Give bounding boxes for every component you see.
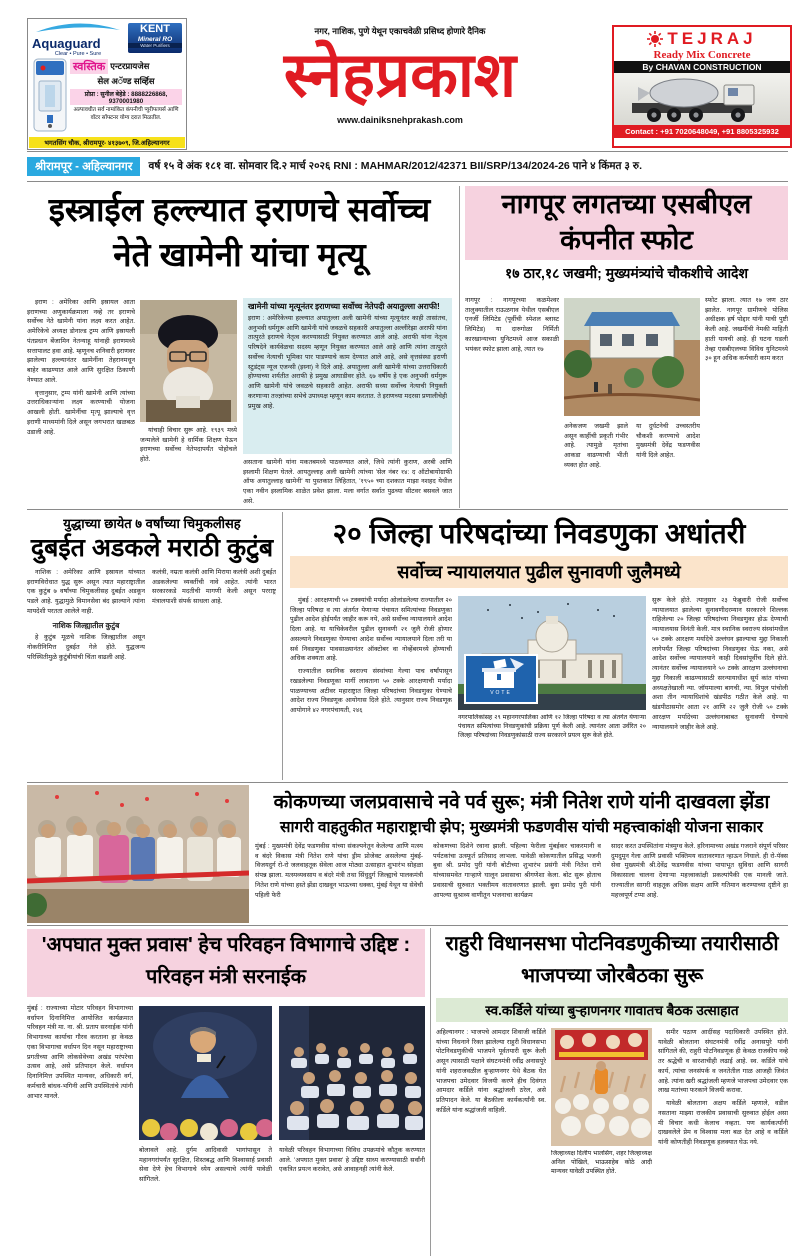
- dubai-kicker: युद्धाच्या छायेत ७ वर्षांच्या चिमुकलीसह: [63, 516, 241, 531]
- swastik-service: सेल अॅण्ड सर्व्हिस: [97, 76, 155, 86]
- rahuri-col3: [658, 1028, 788, 1256]
- masthead-tagline: नगर, नाशिक, पुणे येथून एकाचवेळी प्रसिध्द होणारे दैनिक: [314, 26, 486, 36]
- zp-subhead: सर्वोच्च न्यायालयात पुढील सुनावणी जुलैमध्ये: [290, 556, 788, 588]
- zp-col1: [290, 596, 452, 782]
- konkan-headline: कोकणच्या जलप्रवासाचे नवे पर्व सुरू; मंत्री नितेश राणे यांनी दाखवला झेंडा: [273, 792, 770, 813]
- divider: [27, 181, 788, 182]
- swastik-note: अल्पावधीत सर्व नामांकित कंपनीची प्युरीफायर्स आणि वॉटर सॉफ्टनर योग्य दरात मिळतील.: [73, 107, 179, 121]
- divider: [27, 925, 788, 926]
- water-purifier-image: [33, 57, 67, 133]
- swastik-name: स्वस्तिक: [70, 59, 108, 74]
- swastik-phone: प्रोप्रा : सुनील बेहेडे : 8888226868, 9370001980: [70, 89, 182, 105]
- aquaguard-brand: Aquaguard: [32, 36, 101, 51]
- photo-sbl-blast-site: [564, 298, 700, 416]
- konkan-col2: कोकणच्या दिशेने रवाना झाली. पहिल्या फेरीला मुंबईकर चाकरमानी व पर्यटकांचा उत्स्फूर्त प्रतिसाद लाभला. यावेळी कोकणातील प्रसिद्ध भजनी बुवा श्री. प्रमोद पुरी यांनी बोटीच्या शुभारंभ प्रसंगी मंत्री नितेश राणे यांच्यासमवेत गाऱ्हाणे घालून प्रवासाचा श्रीगणेशा केला. बोट सुरू होताच प्रवासाची सुरुवात भक्तीमय वातावरणात झाली. बुवा प्रमोद पुरी यांनी आपल्या सुश्राव्य वाणीतून भजनाचा कार्यक्रम: [433, 843, 601, 899]
- konkan-subhead: सागरी वाहतुकीत महाराष्ट्राची झेप; मुख्यमंत्री फडणवीस यांची महत्त्वाकांक्षी योजना साकार: [280, 819, 763, 836]
- konkan-col1: मुंबई : मुख्यमंत्री देवेंद्र फडणवीस यांच्या संकल्पनेतून केलेल्या आणि मत्स्य व बंदरे विकास मंत्री नितेश राणे यांचा ड्रीम प्रोजेक्ट असलेल्या मुंबई-विजयदुर्ग रो-रो जलवाहतूक सेवेला आज मोठ्या उत्साहात शुभारंभ सोहळा संपन्न झाला. मत्स्यव्यवसाय व बंदरे मंत्री तथा सिंधुदुर्ग जिल्ह्याचे पालकमंत्री नितेश राणे यांच्या हस्ते झेंडा दाखवून भाऊच्या धक्का, मुंबई येथून या सेवेची पहिली फेरी: [255, 843, 423, 899]
- iran-headline: इस्त्राईल हल्ल्यात इराणचे सर्वोच्च नेते खामेनी यांचा मृत्यू: [48, 191, 431, 273]
- dubai-crosshead: नाशिक जिल्ह्यातील कुटुंब: [52, 620, 120, 630]
- ad-aquaguard-text: [70, 59, 182, 122]
- iran-col1-para2: वृत्तानुसार, ट्रम्प यांनी खामेनी आणि त्यांच्या उत्तराधिकाऱ्यांना लक्ष्य करण्याची योजना आखली होती. खामेनींचा मृत्यू झाल्याचे वृत्त इराणी माध्यमांनी दिले असून जगभरात खळबळ उडाली आहे.: [27, 389, 135, 436]
- zp-col1-para1: मुंबई : आरक्षणाची ५० टक्क्यांची मर्यादा ओलांडलेल्या राज्यातील २० जिल्हा परिषदा व त्या अंतर्गत येणाऱ्या पंचायत समित्यांच्या निवडणुका पुढील आदेश होईपर्यंत जाहीर करू नये, असे सर्वोच्च न्यायालयाने आदेश दिला आहे. या याचिकेवरील पुढील सुनावणी २१ जुलै रोजी होणार असल्याने निवडणुका घेण्याचा आदेश सर्वोच्च न्यायालयाने दिला तरी या सर्व निवडणुका पावसाळ्यानंतर ऑक्टोबर वा नोव्हेंबरमध्ये होण्याची अधिक शक्यता आहे.: [290, 597, 452, 663]
- dubai-headline: दुबईत अडकले मराठी कुटुंब: [30, 534, 274, 562]
- tejraj-line1: Ready Mix Concrete: [653, 49, 751, 61]
- sbl-col1: नागपूर : नागपूरच्या कळमेश्वर तालुक्यातील राऊळगाव येथील एसबीएल एनर्जी लिमिटेड (पूर्वीची स्पेशल ब्लास्ट लिमिटेड) या दारुगोळा निर्मिती कारखान्याच्या युनिटमध्ये आज सकाळी भयंकर स्फोट झाला आहे, त्यात १७: [465, 297, 559, 353]
- sun-icon: [647, 31, 663, 47]
- rahuri-subhead: स्व.कर्डिले यांच्या बुऱ्हाणनगर गावातच बैठक उत्साहात: [436, 998, 788, 1022]
- aquaguard-logo: [32, 22, 124, 57]
- kent-brand: KENT: [140, 23, 170, 35]
- sarnaik-under-col1: बोलावले आहे. दुर्गम आदिवासी भागांपासून ते महानगरांपर्यंत सुरक्षित, शिस्तबद्ध आणि विश्वासार्ह प्रवासी सेवा देणे हेच विभागाचे ध्येय असल्याचे त्यांनी यावेळी सांगितले.: [139, 1147, 272, 1184]
- dubai-col1-para1: नाशिक : अमेरिका आणि इस्रायल यांच्यात इराणविरोधात युद्ध सुरू असून त्यात महाराष्ट्रातील एक कुटुंब ७ वर्षांच्या चिमुकलीसह दुबईत अडकून पडले आहे. युद्धामुळे विमानसेवा बंद झाल्याने त्यांना मायदेशी परतता आलेले नाही.: [27, 569, 145, 615]
- divider: [27, 782, 788, 783]
- tejraj-brand: TEJRAJ: [667, 29, 757, 48]
- rahuri-col3-para1: समीर पठाण आदींसह पदाधिकारी उपस्थित होते. यावेळी बोलताना संघटनमंत्री रवींद्र अनासपुरे यांनी सांगितले की, राहुरी पोटनिवडणूक ही केवळ राजकीय नव्हे तर श्रद्धेची व वारशाचीही लढाई आहे. स्व. कर्डिले यांचे कार्य, त्यांचा जनसंपर्क व जनतेतील गाळ आजही जिवंत आहे. त्यांना खरी श्रद्धांजली म्हणजे भाजपचा उमेदवार एक लाख मतांच्या फरकाने विजयी करावा.: [658, 1029, 788, 1095]
- masthead: [195, 26, 605, 125]
- tejraj-contact: Contact : +91 7020648049, +91 8805325932: [614, 125, 790, 138]
- sarnaik-col1: मुंबई : राज्याच्या मोटार परिवहन विभागाच्या वर्धापन दिनानिमित्त आयोजित कार्यक्रमात परिवहन मंत्री मा. ना. श्री. प्रताप सरनाईक यांनी विभागाच्या कार्याचा गौरव करताना हा केवळ एका विभागाचा वर्धापन दिन नसून महाराष्ट्राच्या प्रगतीच्या आणि लोकसेवेच्या अखंड परंपरेचा उत्सव आहे, असे प्रतिपादन केले. वर्धापन दिनानिमित्त उपस्थित मान्यवर, अधिकारी वर्ग, कर्मचारी बांधव-भगिनी आणि उपस्थितांचे त्यांनी आभार मानले.: [27, 1005, 133, 1100]
- photo-bjp-meeting-crowd: [551, 1028, 652, 1146]
- masthead-title: स्नेहप्रकाश: [283, 41, 517, 110]
- issue-line: वर्ष १५ वे अंक १८१ वा. सोमवार दि.२ मार्च २०२६ RNI : MAHMAR/2012/42371 BII/SRP/134/2024-26 पाने ४ किंमत ३ रु.: [148, 160, 643, 172]
- aquaguard-tagline: Clear • Pure • Sure: [54, 51, 102, 57]
- dateline-row: [27, 154, 788, 178]
- dubai-col1-para2: हे कुटुंब मूळचे नाशिक जिल्ह्यातील असून नोकरीनिमित्त दुबईत गेले होते. युद्धजन्य परिस्थितीमुळे कुटुंबीयांची चिंता वाढली आहे.: [27, 634, 145, 661]
- photo-ferry-flagoff: [27, 785, 249, 923]
- zp-headline: २० जिल्हा परिषदांच्या निवडणुका अधांतरी: [332, 518, 746, 549]
- iran-box-title: खामेनी यांच्या मृत्यूनंतर इराणच्या सर्वोच्च नेतेपदी अयातुल्ला अराफी!: [248, 302, 440, 311]
- konkan-col3: सादर करत उपस्थितांना मंत्रमुग्ध केले. हरिनामाच्या अखंड गजराने संपूर्ण परिसर दुमदुमून गेला आणि प्रवासी भक्तिमय वातावरणात न्हाऊन निघाले. ही रो-पॅक्स सेवा मुख्यमंत्री श्री.देवेंद्र फडणवीस यांच्या पायाभूत सुविधा आणि सागरी विकासाला चालना देणाऱ्या महत्त्वाकांक्षी प्रकल्पांपैकी एक मानली जाते. राज्यातील सागरी वाहतूक अधिक सक्षम आणि गतिमान करण्याच्या दृष्टीने हा महत्त्वपूर्ण टप्पा आहे.: [611, 843, 788, 899]
- sbl-mid-col1: अनेकजण जखमी झाले असून काहींची प्रकृती गंभीर आहे. त्यामुळे मृतांचा आकडा वाढण्याची भीती व्यक्त होत आहे.: [564, 423, 628, 469]
- edition-badge: श्रीरामपूर - अहिल्यानगर: [27, 157, 140, 176]
- ad-tejraj: [612, 25, 792, 148]
- kent-sub: Mineral RO: [137, 36, 173, 43]
- zp-col1-para2: राज्यातील स्थानिक स्वराज्य संस्थांच्या गेल्या पाच वर्षांपासून रखडलेल्या निवडणूका मार्गी लावताना ५० टक्के आरक्षणाची मर्यादा पाळण्याच्या अटीवर महाराष्ट्रात जिल्हा परिषदांच्या निवडणुका घेण्याचे आदेश राज्य निवडणूक आयोगास दिले होते. त्यानुसार राज्य निवडणूक आयोगाने ४२ नगरपंचायती, २४६: [290, 668, 452, 715]
- dubai-col1: [27, 568, 145, 778]
- divider: [282, 512, 283, 780]
- swastik-name2: एन्टरप्रायजेस: [110, 61, 150, 71]
- sbl-headline: नागपूर लगतच्या एसबीएल कंपनीत स्फोट: [465, 186, 788, 260]
- photo-audience-hall: [279, 1006, 425, 1140]
- aquaguard-swoosh-icon: [32, 22, 122, 36]
- kent-sub2: Water Purifiers: [128, 43, 182, 48]
- divider: [459, 186, 460, 508]
- iran-box-body: इराण : अमेरिकेच्या हल्ल्यात अयातुल्ला अली खामेनी यांच्या मृत्यूनंतर काही तासांतच, अनुभवी धर्मगुरू आणि खामेनी यांचे जवळचे सहकारी अयातुल्ला अल्लीरेझा अराफी यांना तात्पुरते इराणचे नेतृत्व करण्यासाठी नियुक्त करण्यात आले आहे. अराफी यांना नेतृत्व परिषदेने कार्यवेळचा सदस्य म्हणून नियुक्त करण्यात आले आहे आणि त्यांना तात्पुरते सर्वोच्च नेत्याची भूमिका पार पाडण्याचे काम देण्यात आले आहे, असे वृत्तसंस्था इराणी स्टुडंट्स न्यूज एजन्सी (इस्ना) ने दिले आहे. अयातुल्ला अली खामेनी यांच्या उत्तराधिकारी होण्याच्या शर्यतीत अराफी हे प्रमुख आघाडीवर होते. ६७ वर्षीय हे एक अनुभवी धर्मगुरू आणि खामेनी यांचे जवळचे सहकारी आहेत. अराफी सध्या सर्वोच्च नेत्याची नियुक्ती करणाऱ्या तज्ज्ञांच्या सभेचे उपाध्यक्ष म्हणून काम करतात. ते इराणच्या मदरसा प्रणालीचेही प्रमुख आहे.: [248, 315, 447, 410]
- dubai-col2: कलंत्री, नम्रता कलंत्री आणि मिराया कलंत्री अशी दुबईत अडकलेल्या व्यक्तींची नावे आहेत. त्यांनी भारत सरकारकडे मदतीची मागणी केली असून परराष्ट्र मंत्रालयाशी संपर्क साधला आहे.: [152, 569, 276, 606]
- divider: [27, 151, 788, 152]
- iran-col2-para: यांचाही विचार सुरू आहे. १९३९ मध्ये जन्मलेले खामेनी हे धार्मिक शिक्षण घेऊन इराणच्या सर्वोच्च नेतेपदापर्यंत पोहोचले होते.: [140, 427, 237, 464]
- zp-col3: सुरू केले होते. त्यानुसार २३ फेब्रुवारी रोजी सर्वोच्च न्यायालयात झालेल्या सुनावणीदरम्यान सरकारने शिल्लक राहिलेल्या २० जिल्हा परिषदांच्या निवडणुका होऊ देण्याची न्यायालयास विनंती केली. मात्र स्थानिक स्वराज्य संस्थांमधील ५० टक्के आरक्षण मर्यादेचे उल्लंघन झाल्याचा मुद्दा निकाली लागेपर्यंत जिल्हा परिषदांच्या निवडणुका घेऊ नका, असे आदेश सर्वोच्च न्यायालयाने काही दिवसांपूर्वीच दिले होते. त्यानंतर सर्वोच्च न्यायालयाने ५० टक्के आरक्षण उल्लंघनाचा मुद्दा निकाली काढण्यासाठी सरन्यायाधीश सूर्य कांत यांच्या अध्यक्षतेखाली न्या. जॉयमाल्या बागची, न्या. विपुल पांचोली अशा तीन न्यायाधिशांचे खंडपीठ गठीत केले आहे. या खंडपीठासमोर आता २१ आणि २२ जुलै रोजी ५० टक्के आरक्षण मर्यादेच्या उल्लंघनाबाबत सुनावणी घेण्याचे न्यायालयाने जाहीर केले आहे.: [652, 597, 788, 731]
- rahuri-col3-para2: यावेळी बोलताना अक्षय कर्डिले म्हणाले, वडील नसताना माझ्या राजकीय प्रवासाची सुरुवात होईल असा मी विचार कधी केलाच नव्हता. पण कार्यकर्त्यांनी दाखवलेले प्रेम व विश्वास मला बळ देत आहे व कर्डिले यांनी कोणतीही निवडणूक हलक्यात घेऊ नये.: [658, 1100, 788, 1147]
- iran-below-box: असताना खामेनी यांना मकतबमध्ये पाठवण्यात आले, जिथे त्यांनी कुराण, अरबी आणि इस्लामी शिक्षण घेतले. आयतुल्लाह अली खामेनी त्यांच्या 'सेल नंबर १४: द ऑटोबायोग्राफी ऑफ अयातुल्लाह खामेनी' या पुस्तकात लिहितात, '१९५० च्या दशकात माझा नशहद येथील एका नवीन इस्लामिक शाळेत प्रवेश झाला. मला वर्गात सर्वात पुढच्या सीटवर बसवले जात असे.: [243, 459, 452, 505]
- rahuri-photo-caption: जिल्हाध्यक्ष दिलीप भालसिंग, शहर जिल्हाध्यक्ष अनिल पोखिले, भाऊसाहेब कोठे आदी मान्यवर यावेळी उपस्थित होते.: [551, 1150, 652, 1175]
- sbl-col3: स्फोट झाला. त्यात १७ जण ठार झालेत. नागपूर ग्रामीणचे पोलिस अधीक्षक हर्ष पोद्दार यांनी याची पुष्टी केली आहे. जखमींची नेमकी माहिती हाती यायची आहे. ही घटना घडली तेव्हा एसबीएलच्या विविध युनिटमध्ये ३० हून अधिक कर्मचारी काम करत: [705, 297, 788, 363]
- divider: [27, 509, 788, 510]
- ad-aquaguard: [27, 18, 187, 150]
- tejraj-truck-image: [614, 73, 790, 125]
- sarnaik-headline: 'अपघात मुक्त प्रवास' हेच परिवहन विभागाचे उद्दिष्ट : परिवहन मंत्री सरनाईक: [27, 929, 425, 997]
- swastik-address: भगतसिंग चौक, श्रीरामपूर- ४१३७०९, जि.अहिल्यानगर: [29, 137, 185, 148]
- iran-col1-para1: इराण : अमेरिका आणि इस्रायल आता इराणच्या अणुकार्यक्रमाला नव्हे तर इराणचे सर्वोच्च नेते खामेनी यांना लक्ष्य करत आहेत. अमेरिकेचे अध्यक्ष डोनाल्ड ट्रम्प आणि इस्रायली पंतप्रधान बेंजामिन नेतन्याहू यांनाही इराणमध्ये सत्तापालट हवा आहे. म्हणूनच शनिवारी इराणवर झालेल्या हल्ल्यानंतर खामेनींना तेहरानमधून बाहेर काढण्यात आले आणि सुरक्षित ठिकाणी नेण्यात आले.: [27, 299, 135, 384]
- photo-minister-speech: [139, 1006, 272, 1140]
- vote-ballot-logo: [464, 654, 538, 704]
- photo-supreme-court: [458, 596, 646, 710]
- rahuri-headline: राहुरी विधानसभा पोटनिवडणुकीच्या तयारीसाठी भाजपच्या जोरबैठका सुरू: [445, 933, 779, 987]
- rahuri-col1: अहिल्यानगर : भाजपचे आमदार शिवाजी कर्डिले यांच्या निधनाने रिक्त झालेल्या राहुरी विधानसभा पोटनिवडणुकीची भाजपने पूर्वतयारी सुरू केली असून त्यासाठी पक्षाने संघटनमंत्री रवींद्र अनासपुरे यांनी शहराजवळील बुऱ्हाणनगर येथे बैठक घेत भाजपचा उमेदवार विजयी करणे हीच दिवंगत आमदार कर्डिले यांना श्रद्धांजली ठरेल, असे प्रतिपादन केले. या बैठकीला कार्यकर्त्यांनी स्व. कर्डिले यांना श्रद्धांजली वाहिली.: [436, 1029, 546, 1114]
- masthead-website: www.dainiksnehprakash.com: [337, 114, 463, 125]
- iran-col2: [140, 426, 237, 506]
- iran-col1: [27, 298, 135, 506]
- sarnaik-under-col2: यावेळी परिवहन विभागाच्या विविध उपक्रमांचे कौतुक करण्यात आले. 'अपघात मुक्त प्रवास' हे उद्दिष्ट साध्य करण्यासाठी सर्वांनी एकत्रित प्रयत्न करावेत, असे आवाहनही त्यांनी केले.: [279, 1147, 425, 1174]
- sbl-mid-col2: या दुर्घटनेची उच्चस्तरीय चौकशी करण्याचे आदेश मुख्यमंत्री देवेंद्र फडणवीस यांनी दिले आहेत.: [636, 423, 700, 460]
- photo-khamenei-portrait: [140, 300, 237, 422]
- sbl-subhead: १७ ठार,१८ जखमी; मुख्यमंत्र्यांचे चौकशीचे आदेश: [505, 265, 748, 281]
- ballot-box-icon: [466, 656, 532, 690]
- zp-photo-caption: नगरपालिकांसह २९ महानगरपालिका आणि १२ जिल्हा परिषदा व त्या अंतर्गत येणाऱ्या पंचायत समित्यांच्या निवडणुकांची प्रक्रिया पूर्ण केली आहे. त्यानंतर आता उर्वरित २० जिल्हा परिषदांच्या निवडणुकांसाठी राज्य सरकारने प्रयत्न सुरू केले होते.: [458, 714, 646, 739]
- divider: [430, 928, 431, 1256]
- vote-label: VOTE: [490, 690, 512, 696]
- mixer-truck-icon: [614, 73, 786, 125]
- tejraj-line2: By CHAVAN CONSTRUCTION: [614, 61, 790, 73]
- kent-logo: [128, 23, 182, 53]
- iran-box-article: [243, 298, 452, 454]
